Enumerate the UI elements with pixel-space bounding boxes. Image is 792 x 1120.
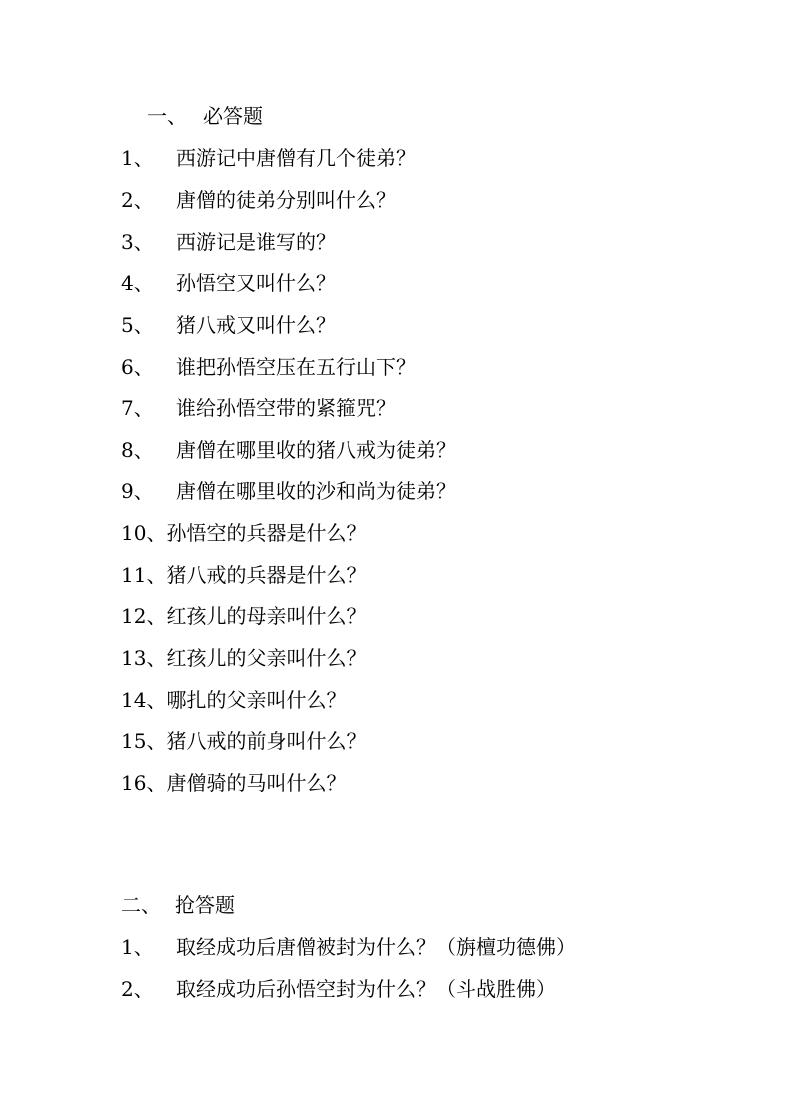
- question-text: 西游记中唐僧有几个徒弟？: [176, 146, 416, 170]
- question-number: 7、: [121, 396, 154, 420]
- question-text: 猪八戒的兵器是什么？: [166, 563, 367, 587]
- question-item: [121, 688, 346, 712]
- question-number: 4、: [121, 271, 154, 295]
- question-item: [121, 729, 366, 753]
- question-text: 猪八戒的前身叫什么？: [166, 729, 367, 753]
- question-text: 西游记是谁写的？: [176, 230, 336, 254]
- question-item: [121, 563, 366, 587]
- question-item: [121, 230, 336, 254]
- question-item: [121, 521, 366, 545]
- question-number: 14、: [121, 688, 167, 712]
- question-item: [121, 188, 396, 212]
- question-text: 孙悟空又叫什么？: [176, 271, 336, 295]
- question-number: 8、: [121, 438, 154, 462]
- section-title: 必答题: [203, 104, 263, 128]
- question-number: 9、: [121, 479, 154, 503]
- question-number: 3、: [121, 230, 154, 254]
- question-text: 取经成功后孙悟空封为什么？（斗战胜佛）: [176, 977, 556, 1001]
- question-item: [121, 313, 336, 337]
- question-number: 10、: [121, 521, 167, 545]
- question-text: 唐僧骑的马叫什么？: [166, 771, 347, 795]
- question-number: 12、: [121, 604, 167, 628]
- question-item: [121, 271, 336, 295]
- question-number: 16、: [121, 771, 167, 795]
- question-number: 13、: [121, 646, 167, 670]
- question-text: 哪扎的父亲叫什么？: [166, 688, 347, 712]
- question-item: [121, 355, 416, 379]
- section-number: 二、: [121, 893, 161, 917]
- question-item: [121, 977, 556, 1001]
- section-heading-quick-answer: [121, 893, 235, 917]
- question-number: 1、: [121, 146, 154, 170]
- question-item: [121, 438, 456, 462]
- question-number: 1、: [121, 935, 154, 959]
- question-text: 红孩儿的父亲叫什么？: [166, 646, 367, 670]
- question-text: 谁把孙悟空压在五行山下？: [176, 355, 416, 379]
- question-item: [121, 771, 346, 795]
- section-number: 一、: [147, 104, 187, 128]
- question-number: 2、: [121, 977, 154, 1001]
- question-number: 11、: [121, 563, 167, 587]
- section-heading-required: [147, 104, 263, 128]
- question-text: 孙悟空的兵器是什么？: [166, 521, 367, 545]
- question-text: 红孩儿的母亲叫什么？: [166, 604, 367, 628]
- question-item: [121, 479, 456, 503]
- question-number: 6、: [121, 355, 154, 379]
- question-text: 取经成功后唐僧被封为什么？（旃檀功德佛）: [176, 935, 576, 959]
- question-number: 5、: [121, 313, 154, 337]
- question-text: 唐僧在哪里收的猪八戒为徒弟？: [176, 438, 456, 462]
- question-text: 谁给孙悟空带的紧箍咒？: [176, 396, 396, 420]
- question-number: 15、: [121, 729, 167, 753]
- question-text: 唐僧在哪里收的沙和尚为徒弟？: [176, 479, 456, 503]
- section-title: 抢答题: [175, 893, 235, 917]
- question-item: [121, 935, 576, 959]
- question-text: 猪八戒又叫什么？: [176, 313, 336, 337]
- question-number: 2、: [121, 188, 154, 212]
- question-item: [121, 646, 366, 670]
- question-text: 唐僧的徒弟分别叫什么？: [176, 188, 396, 212]
- question-item: [121, 146, 416, 170]
- question-item: [121, 604, 366, 628]
- question-item: [121, 396, 396, 420]
